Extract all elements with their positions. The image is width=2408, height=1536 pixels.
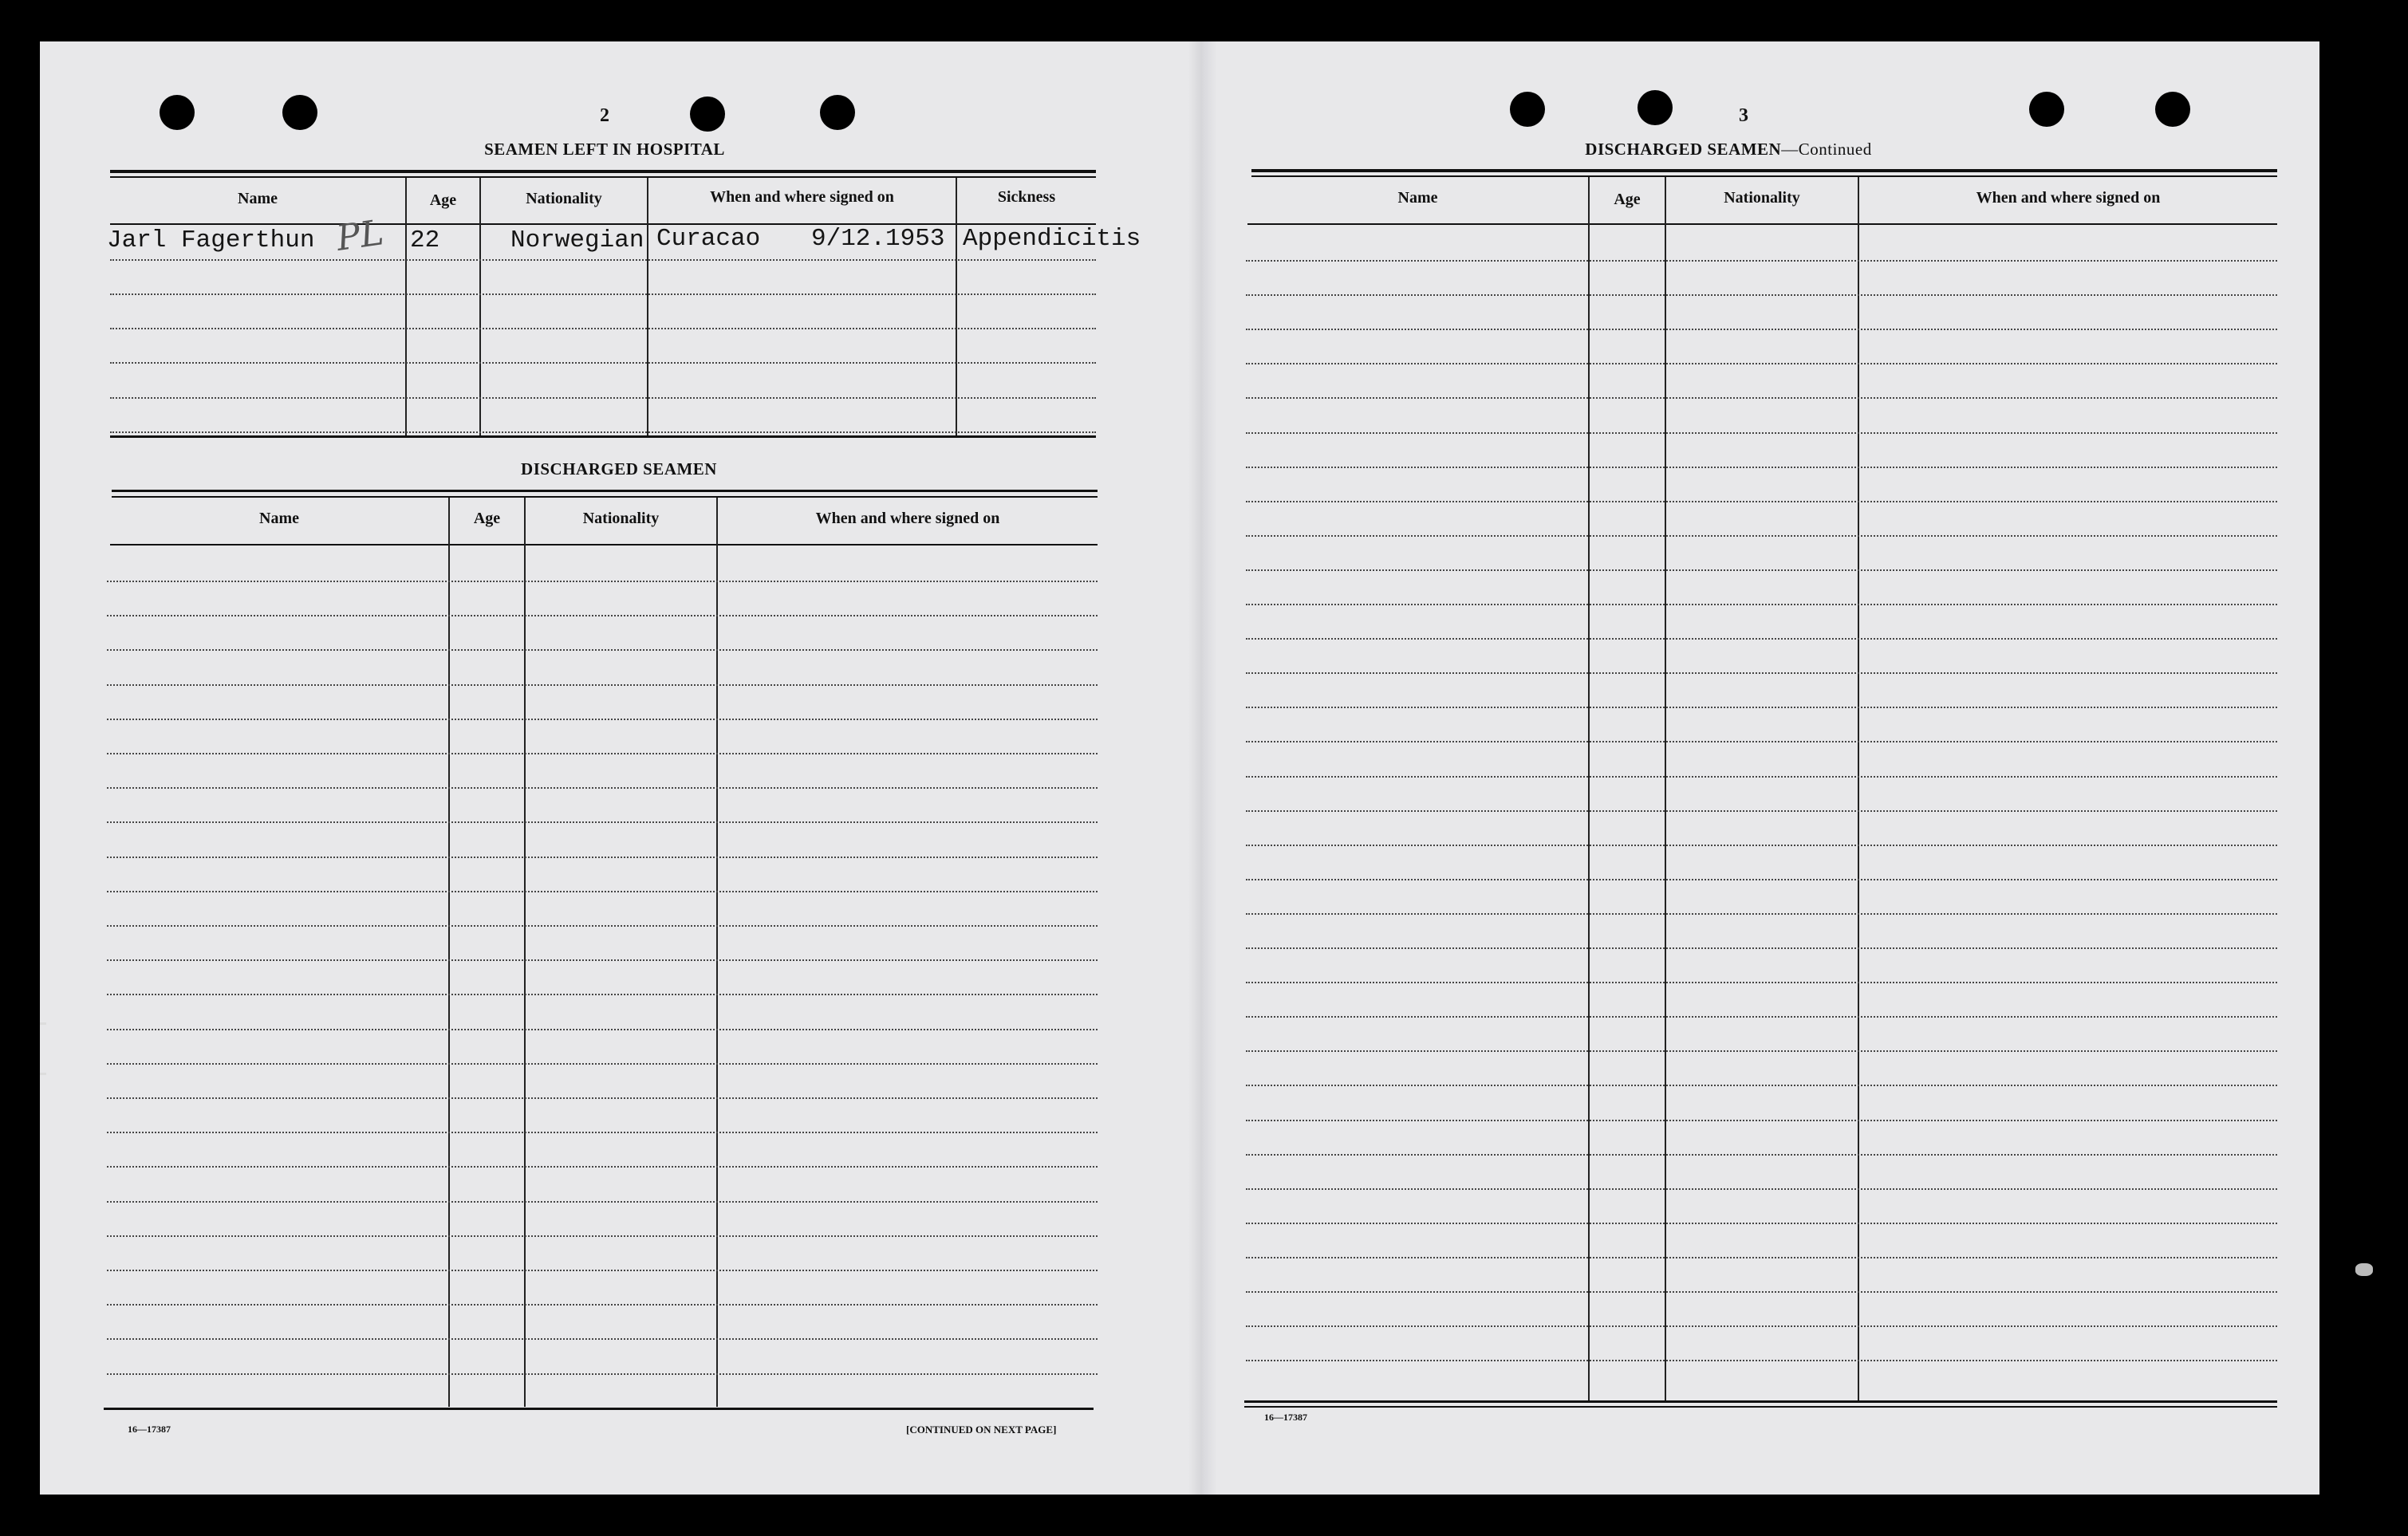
row-line — [1246, 569, 2277, 571]
row-line — [107, 1373, 1098, 1375]
punch-hole — [1638, 90, 1673, 125]
form-code-left: 16—17387 — [128, 1424, 171, 1435]
right-header-name: Name — [1397, 189, 1438, 207]
hospital-entry-name: Jarl Fagerthun — [107, 226, 315, 254]
hospital-header-age: Age — [429, 191, 457, 209]
continued-note: [CONTINUED ON NEXT PAGE] — [906, 1424, 1057, 1436]
scan-speck — [2355, 1263, 2373, 1276]
form-code-right: 16—17387 — [1264, 1412, 1307, 1423]
row-line — [1246, 260, 2277, 262]
hospital-table-top-rule — [110, 170, 1096, 173]
hospital-row-line — [110, 328, 1096, 329]
row-line — [1246, 879, 2277, 880]
row-line — [1246, 1050, 2277, 1052]
row-line — [1246, 913, 2277, 915]
right-table-bottom-rule-thin — [1244, 1406, 2277, 1408]
hospital-row-line — [110, 431, 1096, 433]
hospital-header-nationality: Nationality — [526, 190, 602, 207]
handwritten-initials: PL — [333, 212, 387, 259]
discharged-header-rule — [110, 544, 1098, 545]
row-line — [107, 959, 1098, 961]
page-number-right: 3 — [1739, 105, 1748, 126]
row-line — [1246, 1325, 2277, 1327]
hospital-header-sickness: Sickness — [997, 188, 1056, 206]
right-col-divider — [1858, 177, 1859, 1400]
row-line — [1246, 1257, 2277, 1258]
row-line — [1246, 638, 2277, 640]
row-line — [1246, 1085, 2277, 1086]
row-line — [1246, 1360, 2277, 1361]
discharged-table-top-rule — [112, 490, 1098, 492]
hospital-entry-age: 22 — [410, 226, 440, 254]
discharged-table-top-rule-thin — [112, 496, 1098, 498]
punch-hole — [1510, 92, 1545, 127]
punch-hole — [160, 95, 195, 130]
right-header-rule — [1247, 223, 2277, 225]
row-line — [107, 1201, 1098, 1203]
row-line — [1246, 1188, 2277, 1190]
row-line — [107, 1097, 1098, 1099]
row-line — [1246, 741, 2277, 742]
discharged-header-nationality: Nationality — [582, 510, 660, 527]
row-line — [107, 925, 1098, 927]
right-table-bottom-rule — [1244, 1400, 2277, 1403]
row-line — [1246, 467, 2277, 468]
hospital-table-bottom-rule — [110, 435, 1096, 438]
hospital-header-rule — [110, 223, 1096, 225]
right-table-top-rule-thin — [1251, 175, 2277, 177]
row-line — [1246, 947, 2277, 949]
row-line — [107, 1063, 1098, 1065]
punch-hole — [282, 95, 317, 130]
row-line — [1246, 707, 2277, 708]
right-col-divider — [1665, 177, 1666, 1400]
discharged-continued-title-main: DISCHARGED SEAMEN — [1585, 140, 1782, 159]
hospital-row-line — [110, 397, 1096, 399]
row-line — [107, 1270, 1098, 1271]
row-line — [107, 753, 1098, 754]
row-line — [1246, 1016, 2277, 1018]
right-header-age: Age — [1614, 191, 1641, 208]
form-sheet — [40, 41, 2319, 1495]
hospital-table-top-rule-thin — [110, 176, 1096, 178]
row-line — [1246, 535, 2277, 537]
punch-hole — [2155, 92, 2190, 127]
row-line — [1246, 1154, 2277, 1156]
punch-hole — [2029, 92, 2064, 127]
row-line — [107, 615, 1098, 616]
right-header-nationality: Nationality — [1724, 189, 1800, 207]
row-line — [1246, 294, 2277, 296]
row-line — [107, 1235, 1098, 1237]
page-number-left: 2 — [600, 105, 609, 126]
hospital-entry-sickness: Appendicitis — [963, 225, 1141, 253]
hospital-row-line — [110, 259, 1096, 261]
row-line — [107, 1029, 1098, 1030]
row-line — [107, 649, 1098, 651]
row-line — [1246, 672, 2277, 674]
hospital-entry-signed-place: Curacao — [656, 225, 761, 253]
row-line — [107, 821, 1098, 823]
hospital-header-name: Name — [238, 190, 278, 207]
hospital-row-line — [110, 362, 1096, 364]
punch-hole — [690, 96, 725, 132]
row-line — [1246, 397, 2277, 399]
row-line — [1246, 329, 2277, 330]
binding-marks — [40, 1022, 46, 1075]
discharged-header-name: Name — [259, 510, 299, 527]
right-col-divider — [1588, 177, 1590, 1400]
row-line — [1246, 776, 2277, 778]
row-line — [107, 1304, 1098, 1306]
discharged-header-age: Age — [473, 510, 501, 527]
row-line — [107, 857, 1098, 858]
page-fold — [1188, 41, 1217, 1495]
row-line — [1246, 501, 2277, 502]
right-table-top-rule — [1251, 169, 2277, 172]
row-line — [107, 684, 1098, 686]
row-line — [1246, 363, 2277, 364]
row-line — [107, 581, 1098, 582]
row-line — [107, 1338, 1098, 1340]
row-line — [107, 1166, 1098, 1168]
hospital-section-title: SEAMEN LEFT IN HOSPITAL — [484, 140, 725, 159]
row-line — [1246, 1291, 2277, 1293]
row-line — [107, 787, 1098, 789]
row-line — [1246, 845, 2277, 846]
row-line — [1246, 810, 2277, 812]
discharged-header-signed-on: When and where signed on — [815, 510, 1000, 527]
row-line — [107, 994, 1098, 995]
row-line — [107, 1132, 1098, 1133]
row-line — [1246, 982, 2277, 983]
hospital-entry-nationality: Norwegian — [510, 226, 644, 254]
punch-hole — [820, 95, 855, 130]
right-header-signed-on: When and where signed on — [1976, 189, 2161, 207]
discharged-section-title: DISCHARGED SEAMEN — [521, 459, 717, 479]
discharged-continued-title — [1585, 140, 1871, 160]
discharged-continued-title-suffix: —Continued — [1781, 140, 1872, 159]
discharged-table-bottom-rule — [104, 1408, 1094, 1410]
row-line — [1246, 1223, 2277, 1224]
row-line — [1246, 604, 2277, 605]
hospital-entry-signed-date: 9/12.1953 — [811, 225, 945, 253]
hospital-row-line — [110, 293, 1096, 295]
row-line — [1246, 432, 2277, 434]
row-line — [1246, 1120, 2277, 1121]
hospital-header-signed-on: When and where signed on — [710, 188, 894, 206]
row-line — [107, 719, 1098, 720]
row-line — [107, 891, 1098, 892]
